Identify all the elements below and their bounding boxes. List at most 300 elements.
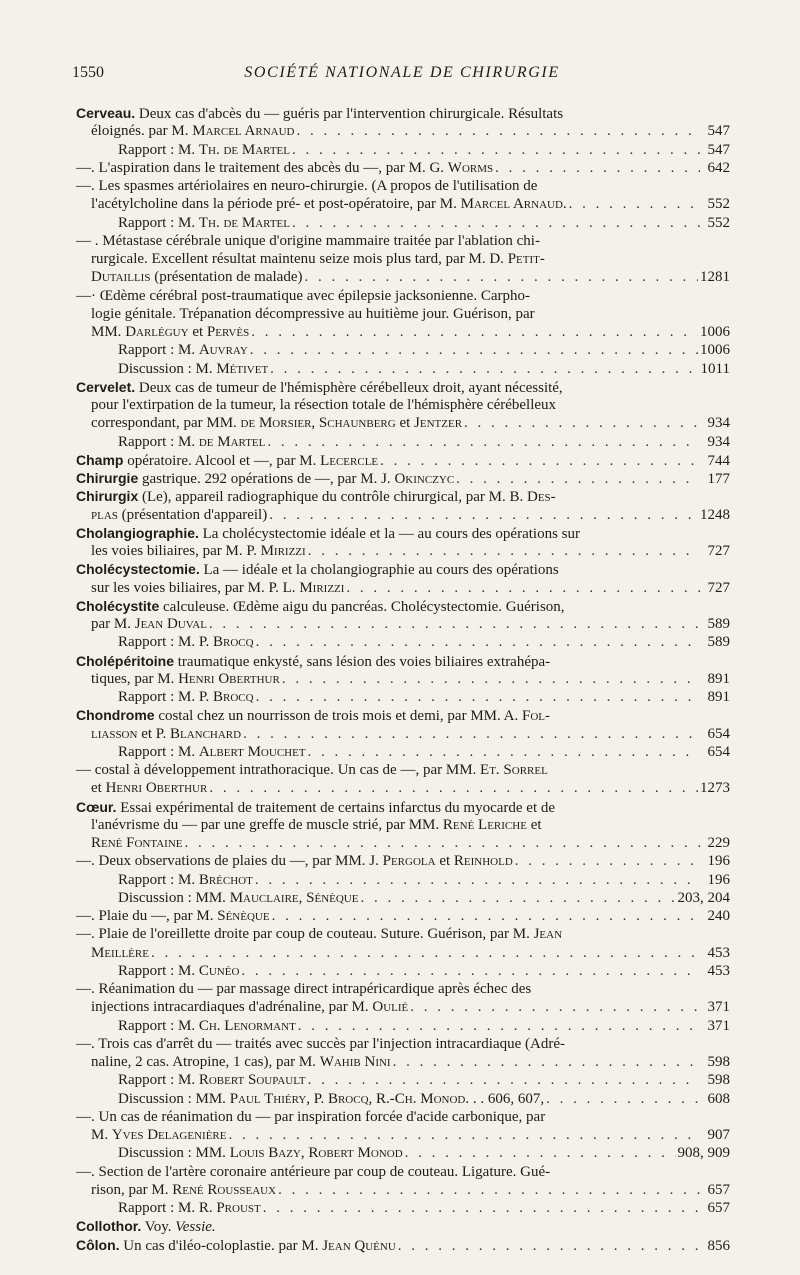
author-name: Fol- [522, 708, 551, 725]
entry-text [76, 708, 550, 724]
index-entry-line [76, 506, 730, 524]
dot-leader [270, 907, 700, 925]
index-entry-line [76, 998, 730, 1016]
author-name: Worms [447, 159, 494, 176]
dot-leader [207, 615, 700, 633]
entry-fragment: et P. [137, 725, 170, 742]
author-name: Lecercle [320, 452, 379, 469]
page-reference: 589 [707, 616, 730, 632]
entry-fragment: costal chez un nourrisson de trois mois et demi, par MM. A. [154, 708, 523, 725]
author-name: de Martel [198, 433, 266, 450]
entry-text [76, 762, 548, 778]
entry-fragment: l'acétylcholine dans la période pré- et post-opératoire, par M. [91, 196, 461, 213]
entry-fragment: injections intracardiaques d'adrénaline, par M. [91, 999, 373, 1016]
entry-fragment: —. Réanimation du — par massage direct intrapéricardique après échec des [76, 981, 532, 997]
index-subentry-line [76, 1071, 730, 1089]
entry-fragment: pour l'extirpation de la tumeur, la résection totale de l'hémisphère cérébelleux [91, 397, 557, 413]
dot-leader [403, 1144, 676, 1162]
index-subentry-line [76, 341, 730, 359]
entry-text [76, 1036, 565, 1052]
author-name: Reinhold [453, 853, 513, 870]
entry-text [91, 779, 207, 797]
entry-fragment: —. Trois cas d'arrêt du — traités avec succès par l'injection intracardiaque (Adré- [76, 1035, 565, 1052]
entry-fragment: Rapport : M. [118, 141, 199, 158]
dot-leader [344, 579, 700, 597]
index-subentry-line [76, 1144, 730, 1162]
entry-fragment: Discussion : M. [118, 360, 217, 377]
dot-leader [290, 214, 700, 232]
author-name: plas [91, 506, 118, 523]
page-reference: 552 [707, 214, 730, 231]
index-entry-line [76, 177, 730, 195]
author-name: Marcel Arnaud. [460, 196, 567, 213]
index-subentry-line [76, 871, 730, 889]
entry-fragment: Rapport : M. [118, 1072, 199, 1089]
entry-fragment: Essai expérimental de traitement de certains infarctus du myocarde et de [116, 799, 556, 816]
index-entry-line [76, 615, 730, 633]
dot-leader [265, 433, 700, 451]
index-entry-line [76, 798, 730, 816]
entry-text [76, 1236, 396, 1254]
page-reference: 1006 [700, 324, 730, 340]
page-reference: 203, 204 [677, 889, 730, 906]
entry-text [76, 469, 454, 487]
index-entry-line [76, 1126, 730, 1144]
index-subentry-line [76, 360, 730, 378]
page-reference: 1011 [700, 360, 730, 377]
entry-text [91, 670, 280, 688]
entry-text [76, 451, 378, 469]
author-name: Pervès [206, 324, 250, 340]
entry-text [76, 1219, 216, 1235]
entry-fragment: M. [91, 1127, 112, 1143]
dot-leader [544, 1090, 700, 1108]
entry-fragment: Rapport : M. R. [118, 1200, 217, 1216]
index-entry-line [76, 414, 730, 432]
headword: Cœur. [76, 798, 117, 815]
entry-fragment: les voies biliaires, par M. P. [91, 543, 261, 559]
entry-text [91, 834, 182, 852]
index-subentry-line [76, 889, 730, 907]
entry-text [118, 1199, 261, 1217]
index-entry-line [76, 652, 730, 670]
page-reference: 196 [707, 853, 730, 870]
dot-leader [391, 1053, 700, 1071]
index-entry-line [76, 1035, 730, 1053]
entry-text [118, 433, 265, 451]
index-entry-line [76, 250, 730, 268]
entry-text [118, 1144, 403, 1162]
author-name: Wahib Nini [319, 1054, 391, 1070]
page-reference: 1273 [700, 780, 730, 797]
author-name: Yves Delagenière [111, 1127, 227, 1143]
entry-text [91, 542, 306, 560]
dot-leader [207, 779, 698, 797]
entry-fragment: logie génitale. Trépanation décompressive au huitième jour. Guérison, par [91, 305, 535, 322]
index-entry-line [76, 670, 730, 688]
index-entry-line [76, 816, 730, 834]
index-entry-line [76, 980, 730, 998]
entry-text [76, 654, 550, 670]
author-name: Henri Oberthur [178, 670, 280, 687]
entry-text [76, 178, 537, 194]
index-subentry-line [76, 1199, 730, 1217]
index-entry-line [76, 487, 730, 505]
entry-fragment: traumatique enkysté, sans lésion des voies biliaires extrahépa- [174, 653, 551, 670]
author-name: Darléguy [125, 324, 189, 340]
page-reference: 589 [707, 634, 730, 651]
entry-text [91, 414, 462, 432]
dot-leader [306, 1071, 700, 1089]
headword: Champ [76, 451, 124, 468]
entry-text [118, 341, 248, 359]
dot-leader [241, 725, 700, 743]
index-entry-line [76, 232, 730, 250]
page-reference: 744 [707, 452, 730, 469]
index-entry-line [76, 761, 730, 779]
index-entry-line [76, 542, 730, 560]
author-name: Albert Mouchet [198, 743, 306, 760]
dot-leader [239, 962, 700, 980]
author-name: Jean Duval [134, 616, 207, 632]
dot-leader [378, 452, 700, 469]
author-name: Paul Thiéry [229, 1090, 307, 1107]
page-reference: 371 [707, 1017, 730, 1034]
index-entry-line [76, 195, 730, 213]
entry-text [91, 506, 267, 524]
author-name: Pergola [382, 853, 436, 870]
entry-fragment: naline, 2 cas. Atropine, 1 cas), par M. [91, 1054, 320, 1070]
entry-fragment: — . Métastase cérébrale unique d'origine mammaire traitée par l'ablation chi- [76, 232, 540, 249]
entry-text [91, 615, 207, 633]
entry-text [76, 489, 556, 505]
page-reference: 229 [707, 835, 730, 851]
dot-leader [462, 414, 700, 432]
index-entry-line [76, 579, 730, 597]
entry-text [118, 871, 253, 889]
page-reference: 1248 [700, 506, 730, 523]
entry-text [76, 233, 540, 249]
author-name: René Rousseaux [172, 1181, 277, 1198]
index-entry-line [76, 305, 730, 323]
dot-leader [268, 360, 698, 378]
entry-fragment: (présentation d'appareil) [117, 506, 268, 523]
author-name: Henri Oberthur [105, 780, 208, 797]
entry-fragment: Deux cas d'abcès du — guéris par l'intervention chirurgicale. Résultats [135, 106, 564, 122]
entry-fragment: Discussion : MM. [118, 1090, 230, 1107]
dot-leader [280, 670, 700, 688]
author-name: Petit- [507, 251, 545, 267]
index-entry-line [76, 560, 730, 578]
page-reference: 934 [707, 415, 730, 432]
entry-fragment: Discussion : MM. [118, 1145, 230, 1162]
entry-fragment: La — idéale et la cholangiographie au cours des opérations [199, 562, 559, 579]
page-reference: 177 [707, 471, 730, 487]
index-entries [76, 104, 730, 1254]
index-entry-line [76, 159, 730, 177]
page-reference: 453 [707, 944, 730, 961]
author-name: Robert Soupault [198, 1072, 306, 1089]
entry-text [91, 817, 542, 833]
index-entry-line [76, 378, 730, 396]
headword: Cholécystectomie. [76, 561, 200, 578]
author-name: Marcel Arnaud [192, 123, 295, 140]
author-name: Brocq [213, 634, 254, 651]
entry-text [76, 981, 531, 997]
page-reference: 657 [707, 1181, 730, 1198]
dot-leader [248, 341, 698, 359]
entry-text [91, 725, 241, 743]
page-reference: 1281 [700, 269, 730, 286]
dot-leader [306, 542, 700, 560]
dot-leader [408, 998, 700, 1016]
entry-fragment: —. Un cas de réanimation du — par inspiration forcée d'acide carbonique, par [76, 1108, 546, 1125]
index-subentry-line [76, 962, 730, 980]
entry-text [76, 526, 580, 542]
index-entry-line [76, 122, 730, 140]
entry-text [118, 688, 254, 706]
entry-text [91, 1053, 391, 1071]
entry-text [76, 288, 530, 304]
entry-fragment: Rapport : M. [118, 743, 199, 760]
index-subentry-line [76, 1017, 730, 1035]
entry-fragment: Rapport : M. P. [118, 634, 214, 651]
page-reference: 453 [707, 962, 730, 979]
entry-text [76, 852, 513, 870]
page-reference: 657 [707, 1200, 730, 1216]
index-entry-line [76, 268, 730, 286]
entry-text [91, 323, 249, 341]
index-subentry-line [76, 688, 730, 706]
entry-fragment: rurgicale. Excellent résultat maintenu seize mois plus tard, par M. D. [91, 251, 508, 267]
index-entry-line [76, 1236, 730, 1254]
entry-text [76, 380, 563, 396]
entry-fragment: —. Deux observations de plaies du —, par MM. J. [76, 853, 383, 870]
dot-leader [290, 141, 700, 159]
entry-text [91, 306, 535, 322]
entry-fragment: correspondant, par MM. [91, 415, 241, 432]
entry-text [118, 360, 268, 378]
headword: Cerveau. [76, 105, 136, 121]
author-name: René Leriche [442, 816, 527, 833]
entry-fragment: opératoire. Alcool et —, par M. [123, 452, 321, 469]
page-reference: 654 [707, 743, 730, 760]
headword: Cervelet. [76, 378, 136, 395]
page-reference: 654 [707, 725, 730, 742]
entry-fragment: —. L'aspiration dans le traitement des abcès du —, par M. G. [76, 159, 448, 176]
page-reference: 598 [707, 1072, 730, 1089]
entry-fragment: Rapport : M. [118, 962, 199, 979]
entry-text [91, 579, 344, 597]
index-entry-line [76, 834, 730, 852]
page-reference: 196 [707, 871, 730, 888]
entry-text [118, 962, 239, 980]
author-name: Brocq [327, 1090, 369, 1107]
index-entry-line [76, 451, 730, 469]
page-reference: 891 [707, 689, 730, 705]
entry-fragment: Vessie. [175, 1219, 216, 1236]
dot-leader [253, 871, 700, 889]
headword: Chirurgie [76, 470, 139, 486]
dot-leader [267, 506, 698, 524]
index-subentry-line [76, 141, 730, 159]
entry-text [91, 998, 408, 1016]
headword: Chondrome [76, 707, 155, 724]
entry-text [118, 141, 290, 159]
headword: Collothor. [76, 1218, 142, 1235]
entry-text [76, 800, 555, 816]
author-name: Bréchot [198, 871, 253, 888]
entry-fragment: par M. [91, 616, 135, 632]
entry-text [91, 1126, 226, 1144]
author-name: Mirizzi [260, 543, 306, 559]
index-entry-line [76, 597, 730, 615]
index-entry-line [76, 469, 730, 487]
entry-text [118, 1017, 296, 1035]
entry-fragment: MM. [91, 324, 126, 340]
entry-fragment: et [526, 816, 542, 833]
entry-fragment: et [435, 853, 454, 870]
dot-leader [182, 834, 700, 852]
index-entry-line [76, 1163, 730, 1181]
running-header [72, 64, 732, 86]
entry-fragment: Rapport : M. [118, 214, 199, 231]
entry-text [76, 159, 493, 177]
author-name: Jean [533, 926, 563, 943]
author-name: Th. de Martel [198, 214, 290, 231]
page-reference: 908, 909 [677, 1145, 730, 1162]
page-reference: 240 [707, 908, 730, 924]
author-name: Brocq [213, 689, 254, 705]
page-reference: 907 [707, 1127, 730, 1143]
index-subentry-line [76, 433, 730, 451]
author-name: Okinczyc [394, 471, 455, 487]
author-name: Cunéo [198, 962, 240, 979]
index-entry-line [76, 944, 730, 962]
entry-text [91, 251, 545, 267]
dot-leader [249, 323, 698, 341]
author-name: Ch. Lenormant [198, 1017, 296, 1034]
entry-text [118, 214, 290, 232]
entry-text [76, 562, 559, 578]
index-entry-line [76, 287, 730, 305]
author-name: Proust [216, 1200, 261, 1216]
headword: Cholépéritoine [76, 652, 175, 669]
entry-fragment: tiques, par M. [91, 670, 179, 687]
entry-text [76, 926, 562, 942]
entry-fragment: l'anévrisme du — par une greffe de muscle strié, par MM. [91, 816, 443, 833]
entry-text [91, 122, 295, 140]
dot-leader [254, 688, 700, 706]
entry-fragment: et [395, 415, 415, 432]
entry-fragment: calculeuse. Œdème aigu du pancréas. Cholécystectomie. Guérison, [159, 598, 565, 615]
entry-fragment: Rapport : M. [118, 433, 199, 450]
entry-text [76, 106, 563, 122]
author-name: Auvray [198, 342, 248, 359]
author-name: Jentzer [414, 415, 463, 432]
index-entry-line [76, 1217, 730, 1235]
headword: Côlon. [76, 1236, 120, 1253]
author-name: Mauclaire, Sénèque [229, 889, 359, 906]
author-name: Oulié [372, 999, 409, 1016]
entry-fragment: Rapport : M. [118, 1017, 199, 1034]
index-entry-line [76, 104, 730, 122]
author-name: de Morsier, Schaunberg [240, 415, 396, 432]
entry-text [118, 1090, 544, 1108]
dot-leader [276, 1181, 700, 1199]
page-reference: 891 [707, 670, 730, 687]
entry-fragment: Rapport : M. [118, 342, 199, 359]
entry-fragment: —. Plaie du —, par M. [76, 908, 218, 924]
index-subentry-line [76, 1090, 730, 1108]
entry-fragment: —. Les spasmes artériolaires en neuro-chirurgie. (A propos de l'utilisation de [76, 178, 538, 194]
author-name: Jean Quénu [322, 1237, 396, 1254]
entry-text [118, 1071, 306, 1089]
entry-fragment: et [188, 324, 207, 340]
entry-fragment: —. Plaie de l'oreillette droite par coup de couteau. Suture. Guérison, par M. [76, 926, 534, 943]
index-subentry-line [76, 743, 730, 761]
entry-text [91, 268, 302, 286]
entry-fragment: (Le), appareil radiographique du contrôle chirurgical, par M. B. [138, 489, 527, 506]
page-reference: 727 [707, 579, 730, 596]
entry-text [76, 599, 565, 615]
index-entry-line [76, 1053, 730, 1071]
author-name: Louis Bazy, Robert Monod [229, 1145, 403, 1162]
author-name: Ch. Monod [394, 1090, 466, 1107]
author-name: Mirizzi [299, 579, 345, 596]
page-reference: 934 [707, 433, 730, 450]
dot-leader [567, 195, 700, 213]
dot-leader [295, 122, 701, 140]
index-subentry-line [76, 214, 730, 232]
page-reference: 642 [707, 159, 730, 176]
index-entry-line [76, 779, 730, 797]
page-reference: 1006 [700, 342, 730, 359]
entry-fragment: Deux cas de tumeur de l'hémisphère cérébelleux droit, ayant nécessité, [135, 379, 563, 396]
entry-fragment: Discussion : MM. [118, 889, 230, 906]
page-reference: 856 [707, 1237, 730, 1254]
dot-leader [149, 944, 700, 962]
headword: Cholangiographie. [76, 524, 199, 541]
author-name: René Fontaine [91, 835, 183, 851]
dot-leader [493, 159, 700, 177]
entry-fragment: gastrique. 292 opérations de —, par M. J. [138, 471, 395, 487]
dot-leader [261, 1199, 700, 1217]
index-entry-line [76, 706, 730, 724]
author-name: Th. de Martel [198, 141, 290, 158]
page-reference: 371 [707, 999, 730, 1016]
index-entry-line [76, 925, 730, 943]
index-entry-line [76, 907, 730, 925]
page-reference: 547 [707, 123, 730, 140]
index-entry-line [76, 323, 730, 341]
dot-leader [396, 1237, 700, 1254]
index-entry-line [76, 396, 730, 414]
entry-fragment: et [91, 780, 106, 797]
index-entry-line [76, 524, 730, 542]
page-reference: 598 [707, 1054, 730, 1070]
author-name: Des- [526, 489, 556, 506]
entry-fragment: . . . 606, 607, [465, 1090, 545, 1107]
entry-text [118, 633, 254, 651]
entry-text [76, 1164, 550, 1180]
entry-fragment: (présentation de malade) [150, 269, 303, 286]
entry-fragment: Rapport : M. [118, 871, 199, 888]
dot-leader [454, 470, 700, 487]
index-subentry-line [76, 633, 730, 651]
author-name: Sénèque [217, 908, 270, 924]
entry-fragment: , P. [306, 1090, 328, 1107]
